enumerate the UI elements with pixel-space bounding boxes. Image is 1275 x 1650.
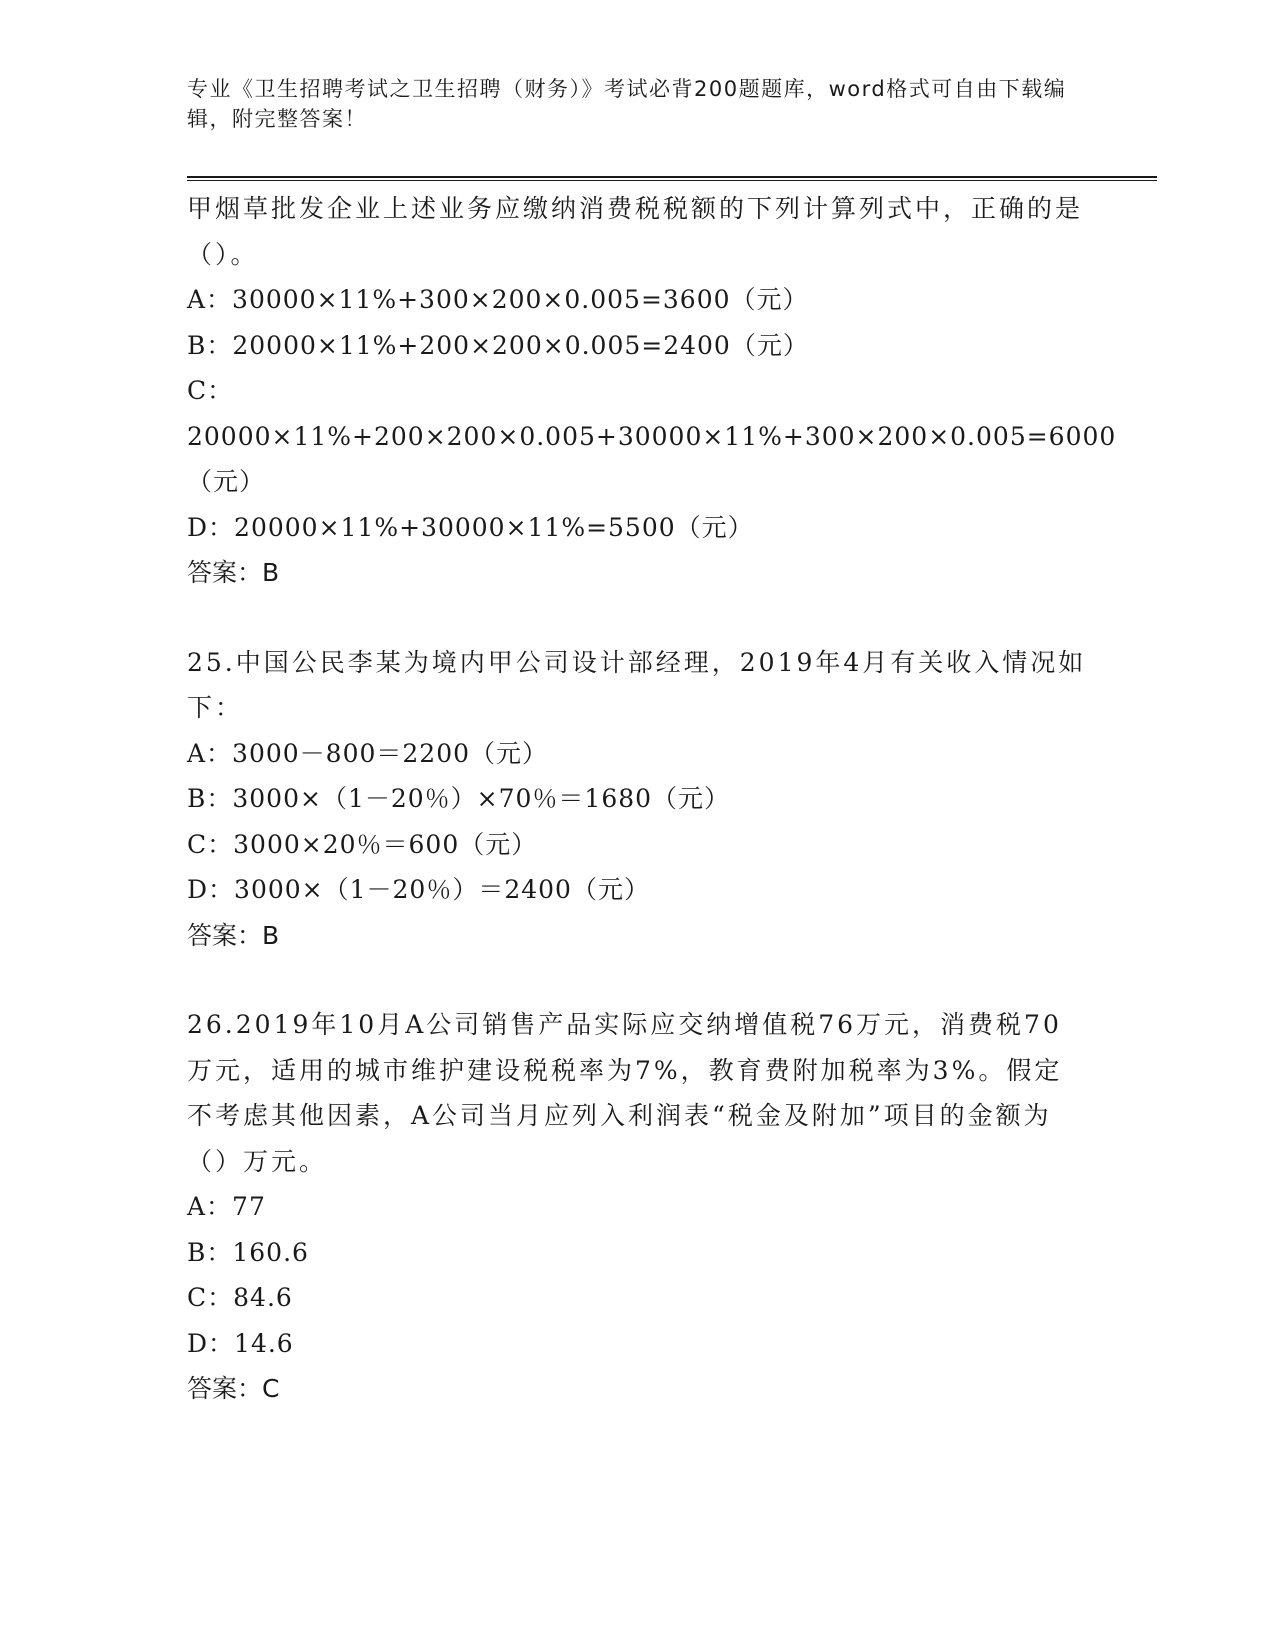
- document-header: 专业《卫生招聘考试之卫生招聘（财务）》考试必背200题题库，word格式可自由下载编辑，附完整答案！: [187, 77, 1067, 131]
- option-b: B：3000×（1－20％）×70％＝1680（元）: [187, 784, 731, 813]
- answer-line: 答案：B: [187, 558, 280, 587]
- option-b: B：160.6: [187, 1237, 309, 1267]
- question-text: 26.2019年10月A公司销售产品实际应交纳增值税76万元，消费税70万元，适用的城市维护建设税税率为7%，教育费附加税率为3%。假定不考虑其他因素，A公司当月应列入利润表“税金及附加”项目的金额为（）万元。: [187, 1010, 1063, 1176]
- option-c: C：3000×20％＝600（元）: [187, 829, 538, 859]
- question-list: [187, 186, 1117, 1412]
- option-a: A：3000－800＝2200（元）: [187, 738, 549, 768]
- option-a: A：30000×11%+300×200×0.005=3600（元）: [187, 285, 809, 314]
- question-25: [187, 640, 1087, 959]
- option-c: C：84.6: [187, 1283, 293, 1312]
- question-26: [187, 1002, 1087, 1412]
- question-24: [187, 186, 1117, 596]
- question-text: 25.中国公民李某为境内甲公司设计部经理，2019年4月有关收入情况如下：: [187, 647, 1087, 722]
- question-text: 甲烟草批发企业上述业务应缴纳消费税税额的下列计算列式中，正确的是（）。: [187, 194, 1084, 269]
- option-d: D：20000×11%+30000×11%=5500（元）: [187, 512, 754, 542]
- header-divider: [187, 176, 1157, 181]
- option-d: D：14.6: [187, 1328, 294, 1358]
- option-a: A：77: [187, 1192, 266, 1221]
- option-b: B：20000×11%+200×200×0.005=2400（元）: [187, 330, 809, 360]
- option-c: C：20000×11%+200×200×0.005+30000×11%+300×200×0.005=6000（元）: [187, 376, 1117, 496]
- option-d: D：3000×（1－20％）＝2400（元）: [187, 875, 650, 904]
- answer-line: 答案：B: [187, 920, 280, 950]
- answer-line: 答案：C: [187, 1374, 280, 1403]
